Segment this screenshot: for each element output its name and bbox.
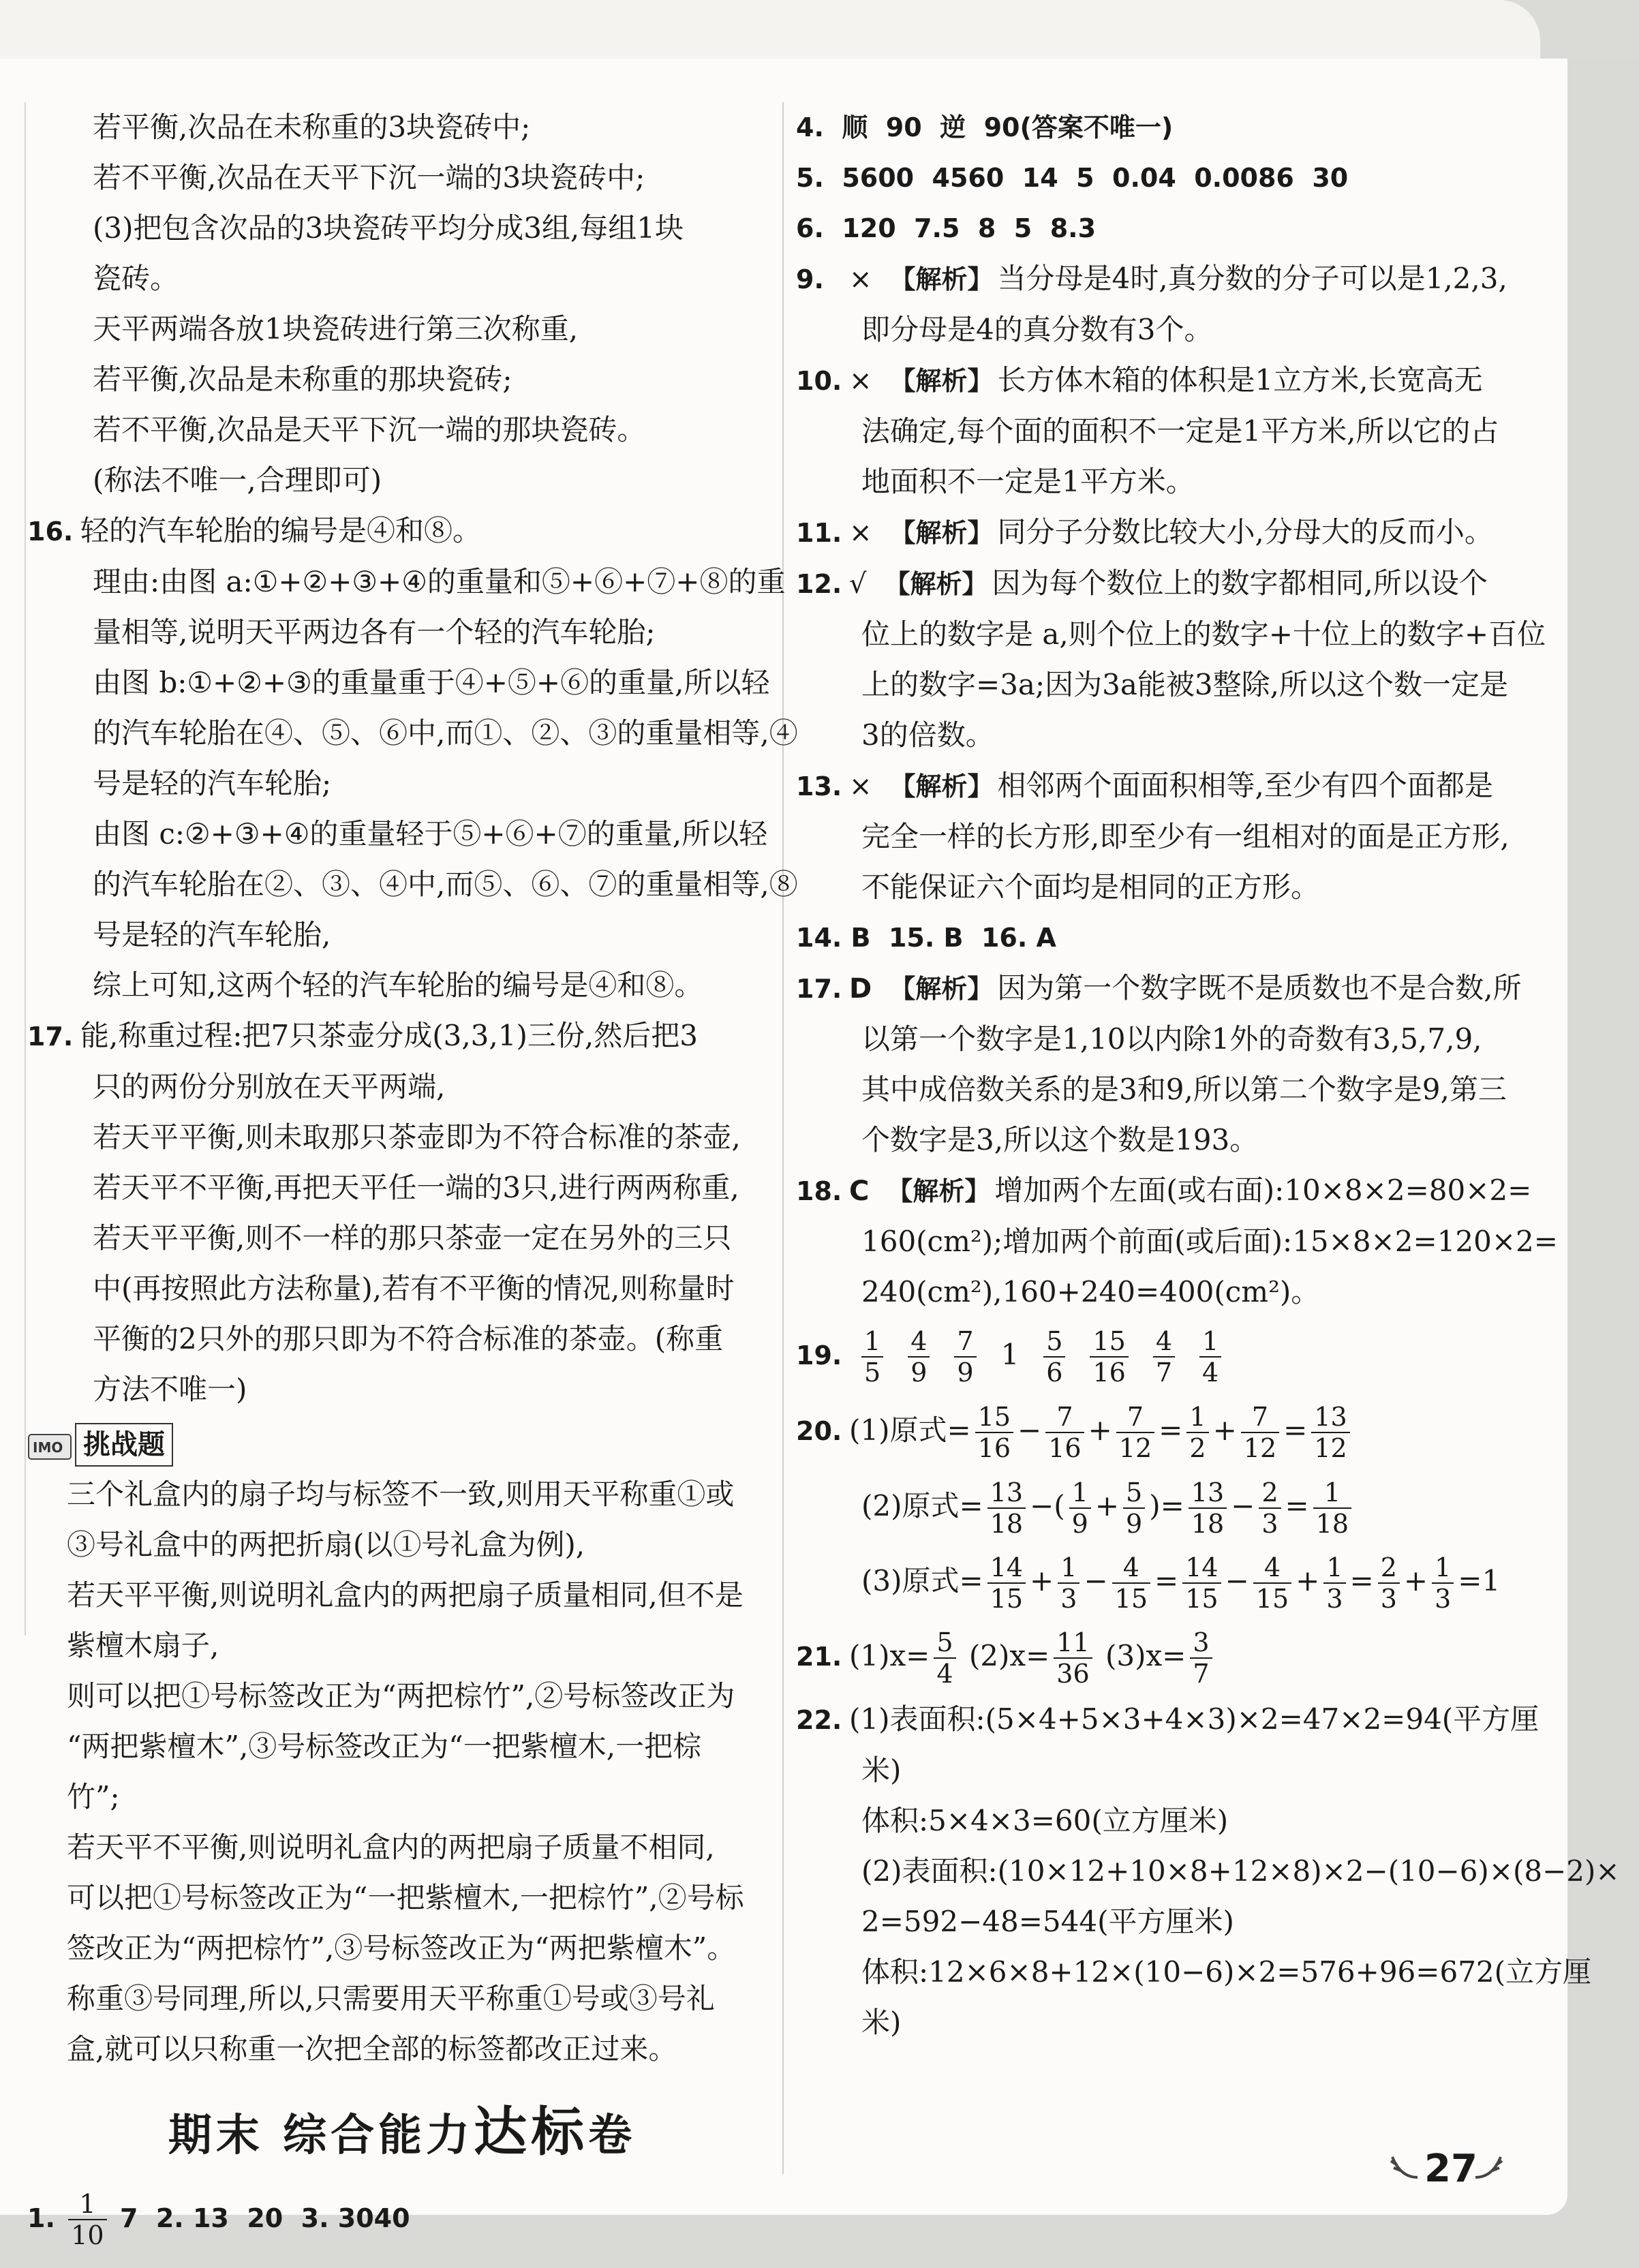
fraction: $\frac{15}{16}$	[1090, 1326, 1128, 1388]
answer-mark: ×	[849, 517, 872, 549]
analysis-tag: 【解析】	[889, 366, 994, 396]
text-line: 只的两份分别放在天平两端,	[93, 1070, 446, 1103]
question-number: 18.	[796, 1176, 842, 1206]
text-line: 若天平不平衡,再把天平任一端的3只,进行两两称重,	[93, 1171, 739, 1204]
answer-line: 5. 5600 4560 14 5 0.04 0.0086 30	[796, 163, 1349, 193]
text-line: 当分母是4时,真分数的分子可以是1,2,3,	[997, 262, 1507, 295]
fraction: $\frac{15}{16}$	[975, 1402, 1013, 1463]
expression: (1)原式= $\frac{15}{16}$ − $\frac{7}{16}$ + $\frac{7}{12}$ = $\frac{1}{2}$ + $\frac{7}{12}$ = $\frac{13}{12}$	[849, 1413, 1354, 1447]
answer-mark: ×	[849, 771, 872, 802]
title-part: 期末 综合能力	[168, 2111, 474, 2161]
fraction-list	[849, 1326, 1234, 1388]
question-21	[796, 1619, 1532, 1694]
question-number: 11.	[796, 518, 842, 548]
text-line: 位上的数字是 a,则个位上的数字+十位上的数字+百位	[861, 617, 1546, 651]
fraction: $\frac{14}{15}$	[987, 1552, 1026, 1614]
text-line: 由图 c:②+③+④的重量轻于⑤+⑥+⑦的重量,所以轻	[93, 817, 768, 850]
question-11	[796, 507, 1532, 558]
text-line: 增加两个左面(或右面):10×8×2=80×2=	[994, 1174, 1532, 1207]
question-number: 1.	[27, 2203, 55, 2233]
text-line: 个数字是3,所以这个数是193。	[861, 1123, 1259, 1156]
text-line: 盒,就可以只称重一次把全部的标签都改正过来。	[67, 2032, 677, 2066]
text-line: 称重③号同理,所以,只需要用天平称重①号或③号礼	[67, 1982, 715, 2015]
analysis-tag: 【解析】	[889, 974, 994, 1004]
question-19	[796, 1317, 1532, 1393]
left-rule	[25, 102, 26, 1636]
fraction: $\frac{3}{7}$	[1190, 1627, 1212, 1689]
question-number: 20.	[796, 1416, 842, 1446]
text-line: 不能保证六个面均是相同的正方形。	[861, 870, 1320, 904]
text-line: 三个礼盒内的扇子均与标签不一致,则用天平称重①或	[67, 1477, 735, 1511]
fraction: $\frac{14}{15}$	[1182, 1552, 1221, 1614]
text-line: 理由:由图 a:①+②+③+④的重量和⑤+⑥+⑦+⑧的重	[93, 565, 786, 598]
fraction: $\frac{4}{7}$	[1153, 1326, 1175, 1388]
fraction: $\frac{7}{9}$	[954, 1326, 976, 1388]
text-line: 则可以把①号标签改正为“两把棕竹”,②号标签改正为	[67, 1679, 735, 1713]
question-number: 16.	[27, 517, 74, 547]
answer-mark: ×	[849, 264, 872, 295]
text-line: “两把紫檀木”,③号标签改正为“一把紫檀木,一把棕	[67, 1730, 702, 1763]
question-22	[796, 1694, 1540, 1745]
svg-text:IMO: IMO	[33, 1439, 63, 1456]
fraction: $\frac{1}{4}$	[1199, 1326, 1221, 1388]
text-line: (1)表面积:(5×4+5×3+4×3)×2=47×2=94(平方厘	[849, 1702, 1540, 1736]
top-margin	[0, 0, 1639, 59]
challenge-label: 挑战题	[75, 1423, 173, 1467]
challenge-heading	[27, 1415, 777, 1469]
text-line: 号是轻的汽车轮胎,	[93, 918, 331, 951]
answer-line	[27, 2180, 777, 2256]
analysis-tag: 【解析】	[887, 1176, 991, 1206]
question-number: 12.	[796, 569, 842, 599]
question-9	[796, 254, 1532, 305]
text-line: 若天平平衡,则未取那只茶壶即为不符合标准的茶壶,	[93, 1120, 741, 1154]
answer-line: 4. 顺 90 逆 90(答案不唯一)	[796, 112, 1174, 142]
question-12	[796, 558, 1532, 609]
fraction: $\frac{5}{4}$	[934, 1627, 955, 1689]
fraction: $\frac{4}{15}$	[1253, 1552, 1291, 1614]
question-17r	[796, 963, 1532, 1014]
text-line: (称法不唯一,合理即可)	[93, 463, 382, 497]
imo-badge-icon	[27, 1429, 75, 1463]
text-line: 若天平不平衡,则说明礼盒内的两把扇子质量不相同,	[67, 1830, 715, 1864]
question-number: 13.	[796, 771, 842, 801]
denominator: 10	[71, 2220, 104, 2250]
text-line: 若天平平衡,则不一样的那只茶壶一定在另外的三只	[93, 1221, 732, 1255]
fraction: $\frac{5}{9}$	[1123, 1477, 1145, 1539]
analysis-tag: 【解析】	[889, 518, 994, 548]
text-line: 中(再按照此方法称量),若有不平衡的情况,则称量时	[93, 1272, 735, 1305]
page-number-text: 27	[1424, 2147, 1477, 2191]
answer-line: 6. 120 7.5 8 5 8.3	[796, 213, 1097, 243]
analysis-tag: 【解析】	[889, 771, 994, 801]
text-line: 号是轻的汽车轮胎;	[93, 767, 332, 800]
expression: (3)原式= $\frac{14}{15}$ + $\frac{1}{3}$ − $\frac{4}{15}$ = $\frac{14}{15}$ − $\frac{4}{15}$ + $\frac{1}{3}$ = $\frac{2}{3}$ + $\frac{1}{3}$ =1	[861, 1552, 1501, 1614]
text-line: 紫檀木扇子,	[67, 1629, 219, 1662]
fraction: $\frac{2}{3}$	[1378, 1552, 1400, 1614]
text-line: 的汽车轮胎在②、③、④中,而⑤、⑥、⑦的重量相等,⑧	[93, 868, 798, 901]
text-line: 其中成倍数关系的是3和9,所以第二个数字是9,第三	[861, 1073, 1507, 1106]
question-16	[27, 506, 777, 557]
text-line: 天平两端各放1块瓷砖进行第三次称重,	[93, 312, 579, 346]
text-line: 以第一个数字是1,10以内除1外的奇数有3,5,7,9,	[861, 1022, 1482, 1056]
fraction: $\frac{11}{36}$	[1054, 1627, 1092, 1689]
text-line: 完全一样的长方形,即至少有一组相对的面是正方形,	[861, 820, 1510, 853]
answer-mark: ×	[849, 365, 872, 397]
text-line: 2=592−48=544(平方厘米)	[861, 1905, 1234, 1938]
column-divider	[782, 102, 784, 2174]
text-line: 由图 b:①+②+③的重量重于④+⑤+⑥的重量,所以轻	[93, 666, 770, 699]
answer-line: 14. B 15. B 16. A	[796, 923, 1056, 953]
fraction: $\frac{5}{6}$	[1043, 1326, 1065, 1388]
text-line: 240(cm²),160+240=400(cm²)。	[861, 1275, 1320, 1308]
text-line: 若不平衡,次品是天平下沉一端的那块瓷砖。	[93, 413, 646, 446]
page-number	[1424, 2147, 1477, 2191]
expression: (2)原式= $\frac{13}{18}$ −( $\frac{1}{9}$ + $\frac{5}{9}$ )= $\frac{13}{18}$ − $\frac{2}{3}$ = $\frac{1}{18}$	[796, 1469, 1532, 1544]
number: 1	[1000, 1338, 1020, 1371]
question-10	[796, 355, 1532, 406]
section-title	[27, 2088, 777, 2180]
question-number: 22.	[796, 1705, 842, 1735]
question-17	[27, 1011, 777, 1062]
text-line: 若不平衡,次品在天平下沉一端的3块瓷砖中;	[93, 161, 645, 194]
fraction: $\frac{7}{12}$	[1116, 1402, 1154, 1463]
fraction: $\frac{1}{3}$	[1058, 1552, 1079, 1614]
text-line: (2)表面积:(10×12+10×8+12×8)×2−(10−6)×(8−2)×	[861, 1854, 1620, 1888]
fraction: $\frac{4}{9}$	[908, 1326, 930, 1388]
text-line: 体积:5×4×3=60(立方厘米)	[861, 1804, 1229, 1837]
text-line: 综上可知,这两个轻的汽车轮胎的编号是④和⑧。	[93, 968, 703, 1002]
answers: 7 2. 13 20 3. 3040	[119, 2203, 410, 2233]
fraction: $\frac{1}{9}$	[1069, 1477, 1091, 1539]
title-part: 卷	[588, 2111, 637, 2161]
left-column	[27, 102, 798, 2256]
text-line: 地面积不一定是1平方米。	[861, 465, 1195, 498]
question-13	[796, 761, 1532, 812]
fraction: $\frac{1}{18}$	[1313, 1477, 1351, 1539]
text-line: 若平衡,次品在未称重的3块瓷砖中;	[93, 110, 531, 144]
text-line: 长方体木箱的体积是1立方米,长宽高无	[997, 363, 1483, 397]
text-line: 上的数字=3a;因为3a能被3整除,所以这个数一定是	[861, 668, 1508, 701]
text-line: 3的倍数。	[861, 718, 994, 752]
question-number: 17.	[796, 974, 842, 1004]
text-line: 量相等,说明天平两边各有一个轻的汽车轮胎;	[93, 615, 656, 649]
text-line: 若天平平衡,则说明礼盒内的两把扇子质量相同,但不是	[67, 1578, 744, 1612]
right-column	[796, 102, 1620, 2048]
text-line: 能,称重过程:把7只茶壶分成(3,3,1)三份,然后把3	[80, 1019, 698, 1052]
text-line: 米)	[861, 1753, 902, 1787]
text-line: 可以把①号标签改正为“一把紫檀木,一把棕竹”,②号标	[67, 1881, 744, 1914]
fraction: $\frac{13}{18}$	[987, 1477, 1026, 1539]
text-line: 因为每个数位上的数字都相同,所以设个	[992, 566, 1488, 600]
fraction: $\frac{2}{3}$	[1259, 1477, 1281, 1539]
answer-mark: √	[849, 568, 867, 600]
question-18	[796, 1165, 1532, 1216]
text-line: 160(cm²);增加两个前面(或后面):15×8×2=120×2=	[861, 1225, 1558, 1258]
fraction	[68, 2189, 106, 2250]
question-number: 19.	[796, 1340, 842, 1370]
answer-mark: C	[849, 1176, 870, 1207]
fraction: $\frac{1}{2}$	[1186, 1402, 1208, 1463]
text-line: 法确定,每个面的面积不一定是1平方米,所以它的占	[861, 414, 1499, 448]
expression: (1)x= $\frac{5}{4}$ (2)x= $\frac{11}{36}$ (3)x= $\frac{3}{7}$	[849, 1639, 1216, 1672]
question-number: 21.	[796, 1642, 842, 1672]
answer-mark: D	[849, 973, 872, 1005]
fraction: $\frac{4}{15}$	[1112, 1552, 1150, 1614]
text-line: 轻的汽车轮胎的编号是④和⑧。	[80, 514, 482, 547]
laurel-left-icon	[1387, 2150, 1421, 2184]
fraction: $\frac{1}{3}$	[1432, 1552, 1454, 1614]
text-line: 即分母是4的真分数有3个。	[861, 313, 1213, 346]
text-line: 因为第一个数字既不是质数也不是合数,所	[997, 971, 1522, 1005]
question-20	[796, 1393, 1532, 1469]
fraction: $\frac{1}{3}$	[1323, 1552, 1345, 1614]
text-line: 签改正为“两把棕竹”,③号标签改正为“两把紫檀木”。	[67, 1931, 736, 1965]
fraction: $\frac{13}{18}$	[1189, 1477, 1227, 1539]
text-line: 的汽车轮胎在④、⑤、⑥中,而①、②、③的重量相等,④	[93, 716, 798, 750]
text-line: 瓷砖。	[93, 262, 179, 295]
text-line: 体积:12×6×8+12×(10−6)×2=576+96=672(立方厘	[861, 1955, 1592, 1989]
text-line: 相邻两个面面积相等,至少有四个面都是	[997, 769, 1493, 802]
text-line: ③号礼盒中的两把折扇(以①号礼盒为例),	[67, 1528, 585, 1561]
fraction: $\frac{7}{12}$	[1241, 1402, 1279, 1463]
laurel-right-icon	[1472, 2150, 1506, 2184]
text-line: 若平衡,次品是未称重的那块瓷砖;	[93, 363, 512, 396]
analysis-tag: 【解析】	[889, 264, 994, 294]
analysis-tag: 【解析】	[884, 569, 988, 599]
text-line: 竹”;	[67, 1780, 120, 1813]
fraction: $\frac{13}{12}$	[1311, 1402, 1349, 1463]
question-number: 10.	[796, 366, 842, 396]
fraction: $\frac{1}{5}$	[861, 1326, 883, 1388]
question-number: 17.	[27, 1022, 74, 1052]
title-part: 达标	[474, 2102, 589, 2163]
text-line: 平衡的2只外的那只即为不符合标准的茶壶。(称重	[93, 1322, 724, 1355]
text-line: 同分子分数比较大小,分母大的反而小。	[997, 515, 1493, 549]
text-line: 方法不唯一)	[93, 1373, 247, 1406]
text-line: (3)把包含次品的3块瓷砖平均分成3组,每组1块	[93, 211, 684, 245]
question-number: 9.	[796, 264, 824, 294]
numerator: 1	[68, 2189, 106, 2220]
fraction: $\frac{7}{16}$	[1045, 1402, 1084, 1463]
text-line: 米)	[861, 2006, 902, 2039]
